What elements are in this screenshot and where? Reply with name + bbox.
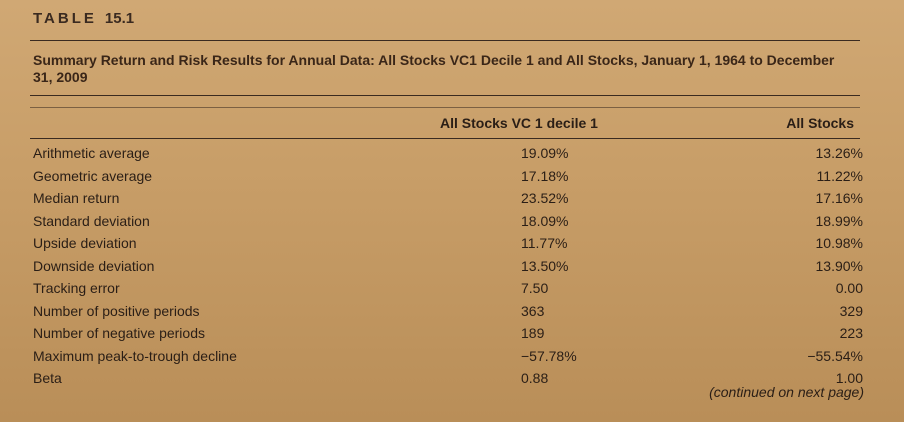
value-vc1: 7.50 [521, 280, 549, 296]
row-label: Number of positive periods [33, 302, 200, 319]
value-all-stocks: 1.00 [835, 370, 863, 386]
value-vc1: 17.18% [521, 167, 569, 184]
value-all-stocks: 17.16% [815, 190, 863, 206]
table-row [33, 347, 863, 370]
table-row [33, 302, 863, 325]
table-row [33, 324, 863, 347]
column-header-vc1: All Stocks VC 1 decile 1 [440, 115, 598, 131]
divider-header-bottom [30, 138, 860, 139]
divider-header-top [30, 107, 860, 108]
value-all-stocks: −55.54% [807, 347, 863, 364]
value-all-stocks: 10.98% [815, 235, 863, 251]
table-row [33, 279, 863, 302]
table-label-word: TABLE [33, 10, 97, 27]
table-row [33, 257, 863, 280]
row-label: Downside deviation [33, 257, 155, 274]
column-header-all-stocks: All Stocks [786, 115, 854, 131]
value-vc1: 11.77% [521, 235, 568, 251]
row-label: Tracking error [33, 280, 120, 296]
value-all-stocks: 13.26% [815, 145, 863, 161]
table-row [33, 189, 863, 212]
value-all-stocks: 13.90% [815, 257, 863, 274]
divider-top [30, 40, 860, 41]
row-label: Standard deviation [33, 212, 150, 229]
table-row [33, 212, 863, 235]
table-body [33, 144, 863, 392]
row-label: Maximum peak-to-trough decline [33, 347, 237, 364]
row-label: Beta [33, 370, 62, 386]
table-number: 15.1 [104, 10, 135, 27]
table-label [33, 10, 134, 27]
value-all-stocks: 223 [839, 325, 863, 341]
value-all-stocks: 0.00 [835, 280, 863, 296]
row-label: Geometric average [33, 167, 153, 184]
value-vc1: 18.09% [521, 212, 569, 229]
value-all-stocks: 18.99% [815, 212, 863, 229]
value-all-stocks: 329 [839, 302, 863, 319]
value-all-stocks: 11.22% [816, 167, 863, 184]
row-label: Number of negative periods [33, 325, 205, 341]
table-title: Summary Return and Risk Results for Annual Data: All Stocks VC1 Decile 1 and All Stocks, January 1, 1964 to December 31, 2009 [33, 52, 835, 85]
value-vc1: 23.52% [521, 190, 569, 206]
value-vc1: 363 [521, 302, 545, 319]
value-vc1: 0.88 [521, 370, 549, 386]
value-vc1: −57.78% [521, 347, 577, 364]
value-vc1: 13.50% [521, 257, 569, 274]
table-row [33, 234, 863, 257]
value-vc1: 189 [521, 325, 545, 341]
table-row [33, 144, 863, 167]
row-label: Median return [33, 190, 120, 206]
table-row [33, 167, 863, 190]
continued-note: (continued on next page) [709, 384, 864, 400]
row-label: Upside deviation [33, 235, 137, 251]
row-label: Arithmetic average [33, 145, 150, 161]
value-vc1: 19.09% [521, 145, 569, 161]
divider-title [30, 95, 860, 96]
